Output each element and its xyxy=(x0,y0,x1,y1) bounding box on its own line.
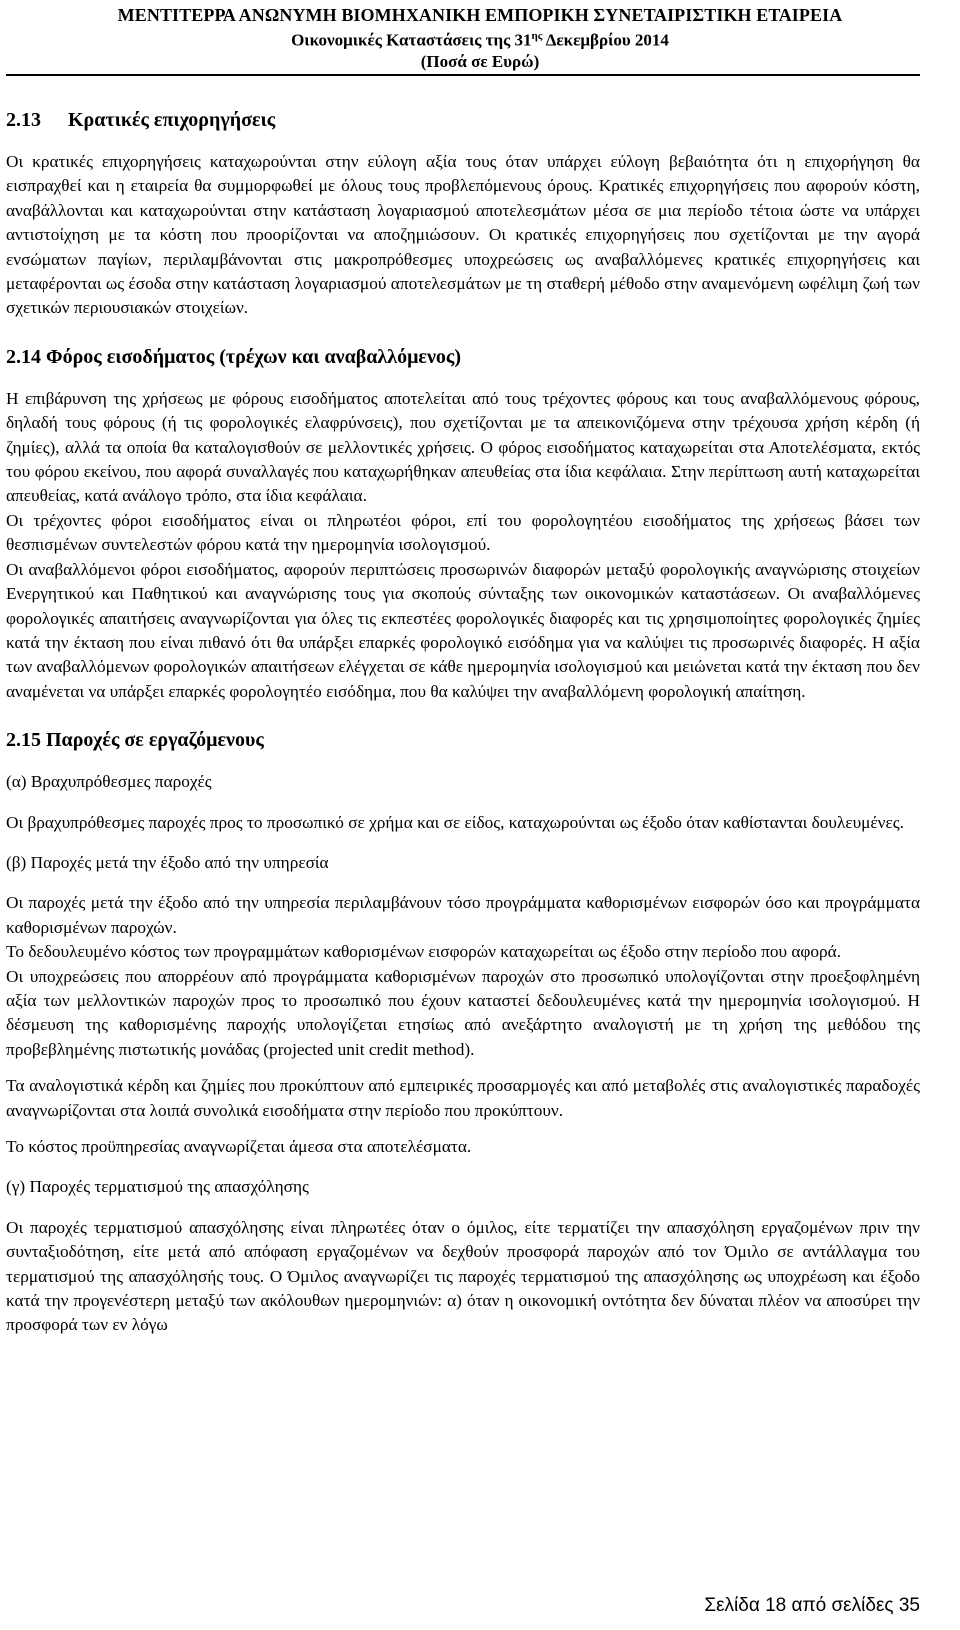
paragraph: Οι βραχυπρόθεσμες παροχές προς το προσωπικό σε χρήμα και σε είδος, καταχωρούνται ως έξοδο όταν καθίστανται δουλευμένες. xyxy=(6,812,904,832)
paragraph: Η επιβάρυνση της χρήσεως με φόρους εισοδήματος αποτελείται από τους τρέχοντες φόρους και τους αναβαλλόμενους φόρους, δηλαδή τους φόρους (ή τις φορολογικές ελαφρύνσεις), που σχετίζονται με τα απεικονιζόμενα στην τρέχουσα χρήση κέρδη (ή ζημίες), αλλά τα οποία θα καταλογισθούν σε μελλοντικές χρήσεις. Ο φόρος εισοδήματος καταχωρείται στα Αποτελέσματα, εκτός του φόρου εκείνου, που αφορά συναλλαγές που καταχωρήθηκαν απευθείας στα ίδια κεφάλαια. Στην περίπτωση αυτή καταχωρείται απευθείας, κατά ανάλογο τρόπο, στα ίδια κεφάλαια. xyxy=(6,388,920,506)
section-heading-2-14 xyxy=(6,343,920,371)
statements-date xyxy=(0,26,960,51)
page-content xyxy=(6,106,920,1338)
section-number: 2.13 xyxy=(6,109,41,131)
paragraph: Τα αναλογιστικά κέρδη και ζημίες που προκύπτουν από εμπειρικές προσαρμογές και από μεταβολές στις αναλογιστικές παραδοχές αναγνωρίζονται στα λοιπά συνολικά εισοδήματα στην περίοδο που προκύπτουν. xyxy=(6,1076,920,1120)
statements-date-pre: Οικονομικές Καταστάσεις της 31 xyxy=(291,30,532,50)
subsection-title-c: (γ) Παροχές τερματισμού της απασχόλησης xyxy=(6,1177,309,1197)
subsection-title-a: (α) Βραχυπρόθεσμες παροχές xyxy=(6,772,212,792)
page-number: Σελίδα 18 από σελίδες 35 xyxy=(704,1595,920,1616)
paragraph: Οι αναβαλλόμενοι φόροι εισοδήματος, αφορούν περιπτώσεις προσωρινών διαφορών μεταξύ φορολογικής αναγνώρισης στοιχείων Ενεργητικού και Παθητικού και αναγνώρισης τους για σκοπούς σύνταξης των οικονομικών καταστάσεων. Οι αναβαλλόμενες φορολογικές απαιτήσεις αναγνωρίζονται για όλες τις εκπεστέες φορολογικές διαφορές και τις χρησιμοποίητες φορολογικές ζημίες κατά την έκταση που είναι πιθανό ότι θα υπάρξει επαρκές φορολογικό εισόδημα για να καλύψει τις προσωρινές διαφορές. Η αξία των αναβαλλόμενων φορολογικών απαιτήσεων ελέγχεται σε κάθε ημερομηνία ισολογισμού και μειώνεται κατά την έκταση που δεν αναμένεται να υπάρξει επαρκές φορολογητέο εισόδημα, που θα καλύψει την αναβαλλόμενη φορολογική απαίτηση. xyxy=(6,559,920,701)
paragraph: Το δεδουλευμένο κόστος των προγραμμάτων καθορισμένων εισφορών καταχωρείται ως έξοδο στην περίοδο που αφορά. xyxy=(6,942,842,962)
statements-date-sup: ης xyxy=(531,30,543,42)
paragraph: Οι κρατικές επιχορηγήσεις καταχωρούνται στην εύλογη αξία τους όταν υπάρχει εύλογη βεβαιότητα ότι η επιχορήγηση θα εισπραχθεί και η εταιρεία θα συμμορφωθεί με όλους τους προβλεπόμενους όρους. Κρατικές επιχορηγήσεις που αφορούν κόστη, αναβάλλονται και καταχωρούνται στην κατάσταση λογαριασμού αποτελεσμάτων μέσα σε μια περίοδο τέτοια ώστε να υπάρχει αντιστοίχηση με τα κόστη που προορίζονται να αποζημιώσουν. Οι κρατικές επιχορηγήσεις που σχετίζονται με την αγορά ενσώματων παγίων, περιλαμβάνονται στις μακροπρόθεσμες υποχρεώσεις ως αναβαλλόμενες κρατικές επιχορηγήσεις και μεταφέρονται ως έσοδα στην κατάσταση λογαριασμού αποτελεσμάτων με τη σταθερή μέθοδο στην αναμενόμενη ωφέλιμη ζωή των σχετικών περιουσιακών στοιχείων. xyxy=(6,152,920,318)
company-name: ΜΕΝΤΙΤΕΡΡΑ ΑΝΩΝΥΜΗ ΒΙΟΜΗΧΑΝΙΚΗ ΕΜΠΟΡΙΚΗ ΣΥΝΕΤΑΙΡΙΣΤΙΚΗ ΕΤΑΙΡΕΙΑ xyxy=(117,5,843,25)
paragraph: Οι τρέχοντες φόροι εισοδήματος είναι οι πληρωτέοι φόροι, επί του φορολογητέου εισοδήματος της χρήσεως βάσει των θεσπισμένων συντελεστών φόρου κατά την ημερομηνία ισολογισμού. xyxy=(6,510,920,555)
page-header xyxy=(0,4,960,73)
section-title: Παροχές σε εργαζόμενους xyxy=(46,729,264,752)
section-heading-2-15 xyxy=(6,726,920,754)
section-number: 2.15 xyxy=(6,729,41,752)
header-divider xyxy=(6,74,920,76)
paragraph: Οι παροχές τερματισμού απασχόλησης είναι πληρωτέες όταν ο όμιλος, είτε τερματίζει την απασχόληση εργαζομένων πριν την συνταξιοδότηση, είτε μετά από απόφαση εργαζομένων να δεχθούν προσφορά παροχών από τον Όμιλο σε αντάλλαγμα του τερματισμού της απασχόλησής τους. Ο Όμιλος αναγνωρίζει τις παροχές τερματισμού της απασχόλησης ως υποχρέωση και έξοδο κατά την προγενέστερη μεταξύ των ακόλουθων ημερομηνιών: α) όταν η οικονομική οντότητα δεν δύναται πλέον να αποσύρει την προσφορά των εν λόγω xyxy=(6,1217,920,1335)
paragraph: Οι υποχρεώσεις που απορρέουν από προγράμματα καθορισμένων παροχών στο προσωπικό υπολογίζονται στην προεξοφλημένη αξία των μελλοντικών παροχών προς το προσωπικό που έχουν καταστεί δεδουλευμένες κατά την ημερομηνία ισολογισμού. Η δέσμευση της καθορισμένης παροχής υπολογίζεται ετησίως από ανεξάρτητο αναλογιστή με τη χρήση της μεθόδου της προβεβλημένης πιστωτικής μονάδας (projected unit credit method). xyxy=(6,966,920,1059)
statements-date-post: Δεκεμβρίου 2014 xyxy=(542,30,669,50)
paragraph: Το κόστος προϋπηρεσίας αναγνωρίζεται άμεσα στα αποτελέσματα. xyxy=(6,1137,472,1156)
section-number: 2.14 xyxy=(6,345,41,368)
subsection-title-b: (β) Παροχές μετά την έξοδο από την υπηρεσία xyxy=(6,852,329,872)
currency-note: (Ποσά σε Ευρώ) xyxy=(420,51,540,71)
section-title: Κρατικές επιχορηγήσεις xyxy=(68,109,276,131)
paragraph: Οι παροχές μετά την έξοδο από την υπηρεσία περιλαμβάνουν τόσο προγράμματα καθορισμένων εισφορών όσο και προγράμματα καθορισμένων παροχών. xyxy=(6,893,920,937)
section-title: Φόρος εισοδήματος (τρέχων και αναβαλλόμενος) xyxy=(46,345,461,368)
section-heading-2-13 xyxy=(6,106,920,134)
